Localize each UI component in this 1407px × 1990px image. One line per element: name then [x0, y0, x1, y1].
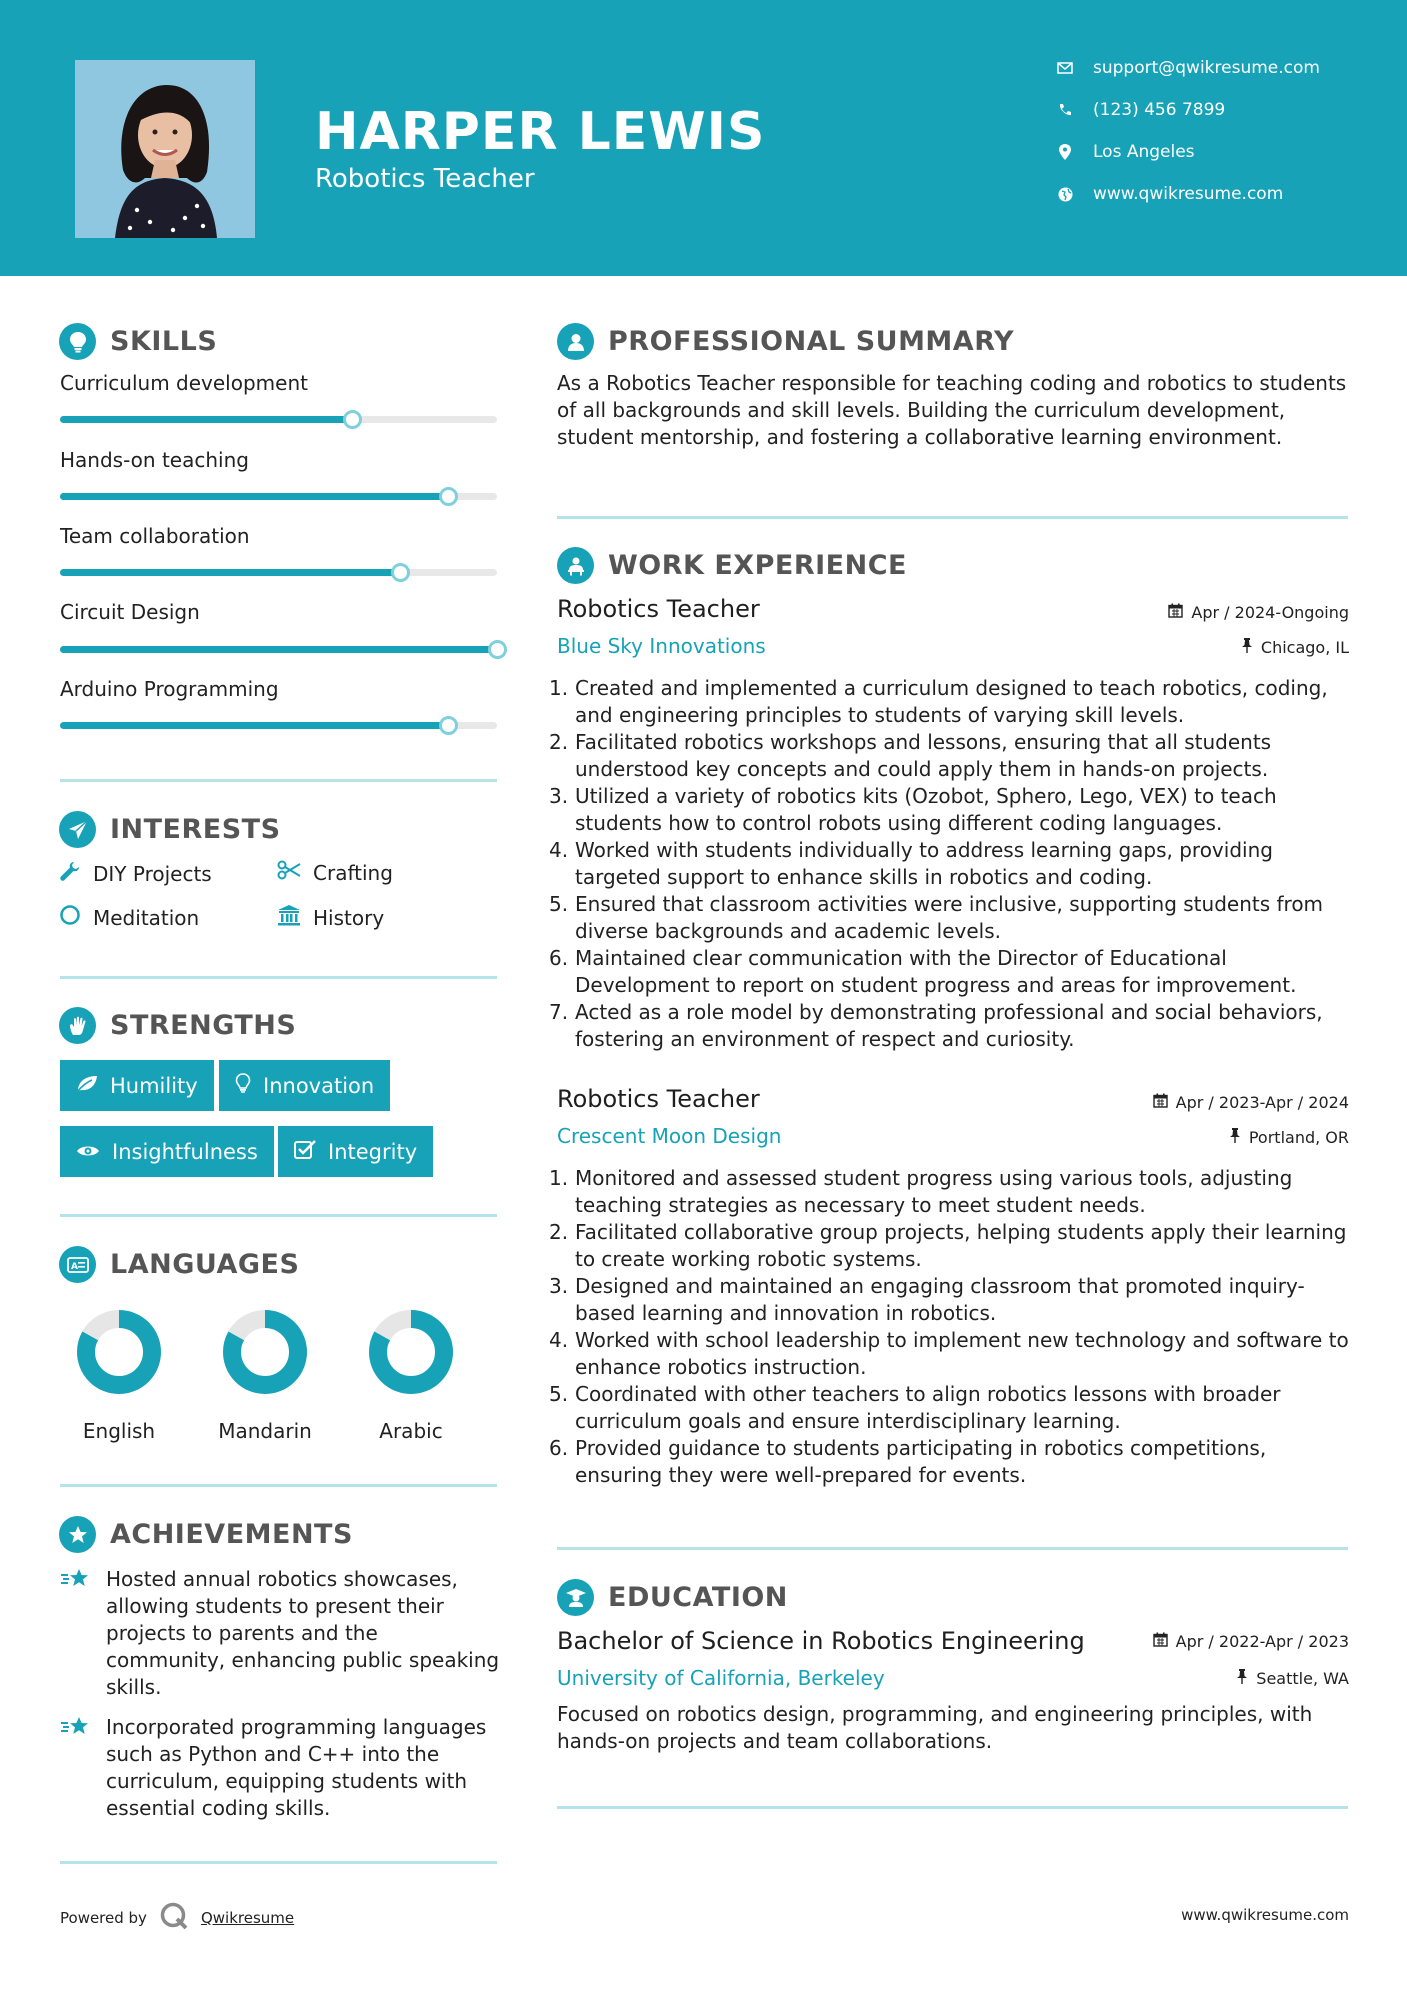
paper-plane-icon — [59, 811, 96, 848]
job-bullets — [549, 675, 1357, 1053]
footer-website[interactable]: www.qwikresume.com — [1181, 1906, 1349, 1924]
mail-icon — [1055, 62, 1075, 74]
education-degree: Bachelor of Science in Robotics Engineering — [557, 1627, 1085, 1655]
contact-website[interactable]: www.qwikresume.com — [1055, 184, 1385, 204]
education-dates: Apr / 2022-Apr / 2023 — [1153, 1632, 1349, 1651]
contact-phone[interactable]: (123) 456 7899 — [1055, 100, 1385, 120]
list-item: 6. Provided guidance to students participating in robotics competitions, ensuring they were well-prepared for events. — [549, 1436, 1267, 1487]
skill-label: Arduino Programming — [60, 677, 279, 701]
skill-bar — [60, 569, 497, 576]
graduate-icon — [557, 1579, 594, 1616]
profile-photo — [75, 60, 255, 238]
eye-icon — [76, 1140, 100, 1164]
job-dates: Apr / 2024-Ongoing — [1168, 603, 1349, 622]
list-item: 7. Acted as a role model by demonstrating professional and social behaviors, fostering an environment of respect and curiosity. — [549, 1000, 1323, 1051]
user-icon — [557, 323, 594, 360]
job-location: Portland, OR — [1229, 1127, 1349, 1147]
education-school: University of California, Berkeley — [557, 1666, 885, 1690]
pushpin-icon — [1241, 637, 1253, 657]
pushpin-icon — [1236, 1668, 1248, 1688]
hand-icon — [59, 1007, 96, 1044]
skill-label: Team collaboration — [60, 524, 250, 548]
interest-item: History — [277, 904, 384, 931]
job-company: Blue Sky Innovations — [557, 634, 766, 658]
language-item — [49, 1307, 189, 1443]
education-heading: EDUCATION — [557, 1579, 788, 1616]
section-divider — [60, 1484, 497, 1487]
section-divider — [557, 516, 1348, 519]
section-divider — [60, 976, 497, 979]
museum-icon — [277, 904, 301, 931]
education-location: Seattle, WA — [1236, 1668, 1349, 1688]
language-donut — [366, 1307, 456, 1397]
language-item — [341, 1307, 481, 1443]
section-divider — [557, 1806, 1348, 1809]
star-icon — [60, 1566, 92, 1701]
job-dates: Apr / 2023-Apr / 2024 — [1153, 1093, 1349, 1112]
language-donut — [74, 1307, 164, 1397]
list-item: 4. Worked with students individually to address learning gaps, providing targeted support to enhance skills in robotics and coding. — [549, 838, 1273, 889]
section-divider — [557, 1547, 1348, 1550]
list-item: 2. Facilitated robotics workshops and lessons, ensuring that all students understood key concepts and could apply them in hands-on projects. — [549, 730, 1272, 781]
interests-heading: INTERESTS — [59, 811, 281, 848]
skill-knob — [343, 410, 362, 429]
teacher-icon — [557, 547, 594, 584]
lightbulb-icon — [59, 323, 96, 360]
skill-bar — [60, 722, 497, 729]
list-item: 1. Monitored and assessed student progress using various tools, adjusting teaching strategies as necessary to meet student needs. — [549, 1166, 1293, 1217]
languages-heading: A LANGUAGES — [59, 1246, 299, 1283]
list-item: 2. Facilitated collaborative group projects, helping students apply their learning to create working robotic systems. — [549, 1220, 1347, 1271]
strength-tag: Innovation — [219, 1060, 390, 1111]
list-item: 3. Designed and maintained an engaging classroom that promoted inquiry-based learning and innovation in robotics. — [549, 1274, 1305, 1325]
interest-item: Meditation — [59, 904, 199, 931]
footer-powered-by: Powered by Qwikresume — [60, 1901, 294, 1935]
calendar-icon — [1153, 1093, 1168, 1112]
skill-bar — [60, 416, 497, 423]
skill-knob — [391, 563, 410, 582]
calendar-icon — [1153, 1632, 1168, 1651]
lightbulb-icon — [235, 1073, 251, 1098]
strength-tag: Insightfulness — [60, 1126, 274, 1177]
list-item: 5. Ensured that classroom activities were inclusive, supporting students from diverse backgrounds and academic levels. — [549, 892, 1324, 943]
achievement-item: Incorporated programming languages such as Python and C++ into the curriculum, equipping students with essential coding skills. — [60, 1714, 500, 1822]
wrench-icon — [59, 860, 81, 887]
skills-heading: SKILLS — [59, 323, 217, 360]
job-bullets — [549, 1165, 1357, 1489]
interest-item: DIY Projects — [59, 860, 212, 887]
globe-icon — [1055, 187, 1075, 202]
list-item: 5. Coordinated with other teachers to align robotics lessons with broader curriculum goals and ensure interdisciplinary learning. — [549, 1382, 1281, 1433]
location-pin-icon — [1055, 144, 1075, 160]
scissors-icon — [277, 860, 301, 885]
phone-icon — [1055, 103, 1075, 117]
section-divider — [60, 1861, 497, 1864]
education-description: Focused on robotics design, programming, and engineering principles, with hands-on projects and team collaborations. — [557, 1702, 1313, 1753]
candidate-title: Robotics Teacher — [315, 164, 535, 194]
list-item: 6. Maintained clear communication with the Director of Educational Development to report on student progress and areas for improvement. — [549, 946, 1297, 997]
strength-tag: Integrity — [278, 1126, 433, 1177]
interest-item: Crafting — [277, 860, 393, 885]
qwikresume-logo-icon — [159, 1901, 189, 1935]
job-role: Robotics Teacher — [557, 1085, 760, 1113]
strength-tag: Humility — [60, 1060, 214, 1111]
language-label: Arabic — [379, 1419, 443, 1443]
skill-bar — [60, 646, 497, 653]
experience-heading: WORK EXPERIENCE — [557, 547, 907, 584]
language-donut — [220, 1307, 310, 1397]
list-item: 4. Worked with school leadership to implement new technology and software to enhance robotics instruction. — [549, 1328, 1349, 1379]
section-divider — [60, 1214, 497, 1217]
achievement-item: Hosted annual robotics showcases, allowing students to present their projects to parents and the community, enhancing public speaking skills. — [60, 1566, 500, 1701]
language-label: Mandarin — [218, 1419, 312, 1443]
summary-text: As a Robotics Teacher responsible for teaching coding and robotics to students of all backgrounds and skill levels. Building the curriculum development, student mentorship, and fostering a collaborative learning environment. — [557, 371, 1347, 449]
summary-heading: PROFESSIONAL SUMMARY — [557, 323, 1014, 360]
calendar-icon — [1168, 603, 1183, 622]
pushpin-icon — [1229, 1127, 1241, 1147]
job-location: Chicago, IL — [1241, 637, 1349, 657]
list-item: 1. Created and implemented a curriculum designed to teach robotics, coding, and engineering principles to students of varying skill levels. — [549, 676, 1328, 727]
achievements-heading: ACHIEVEMENTS — [59, 1516, 353, 1553]
language-item — [195, 1307, 335, 1443]
skill-bar — [60, 493, 497, 500]
job-company: Crescent Moon Design — [557, 1124, 782, 1148]
skill-knob — [488, 640, 507, 659]
skill-label: Hands-on teaching — [60, 448, 249, 472]
section-divider — [60, 779, 497, 782]
svg-text:A: A — [70, 1261, 78, 1272]
circle-icon — [59, 904, 81, 931]
checkbox-icon — [294, 1139, 316, 1164]
skill-label: Circuit Design — [60, 600, 200, 624]
contact-location: Los Angeles — [1055, 142, 1385, 162]
contact-email[interactable]: support@qwikresume.com — [1055, 58, 1385, 78]
language-icon — [59, 1246, 96, 1283]
star-badge-icon — [59, 1516, 96, 1553]
job-role: Robotics Teacher — [557, 595, 760, 623]
brand-link[interactable]: Qwikresume — [200, 1909, 295, 1927]
skill-knob — [439, 487, 458, 506]
strengths-heading: STRENGTHS — [59, 1007, 296, 1044]
candidate-name: HARPER LEWIS — [315, 102, 766, 162]
resume-header — [0, 0, 1407, 276]
leaf-icon — [76, 1074, 98, 1098]
skill-label: Curriculum development — [60, 371, 308, 395]
skill-knob — [439, 716, 458, 735]
star-icon — [60, 1714, 92, 1822]
language-label: English — [82, 1419, 156, 1443]
list-item: 3. Utilized a variety of robotics kits (Ozobot, Sphero, Lego, VEX) to teach students how to control robots using different coding languages. — [549, 784, 1277, 835]
